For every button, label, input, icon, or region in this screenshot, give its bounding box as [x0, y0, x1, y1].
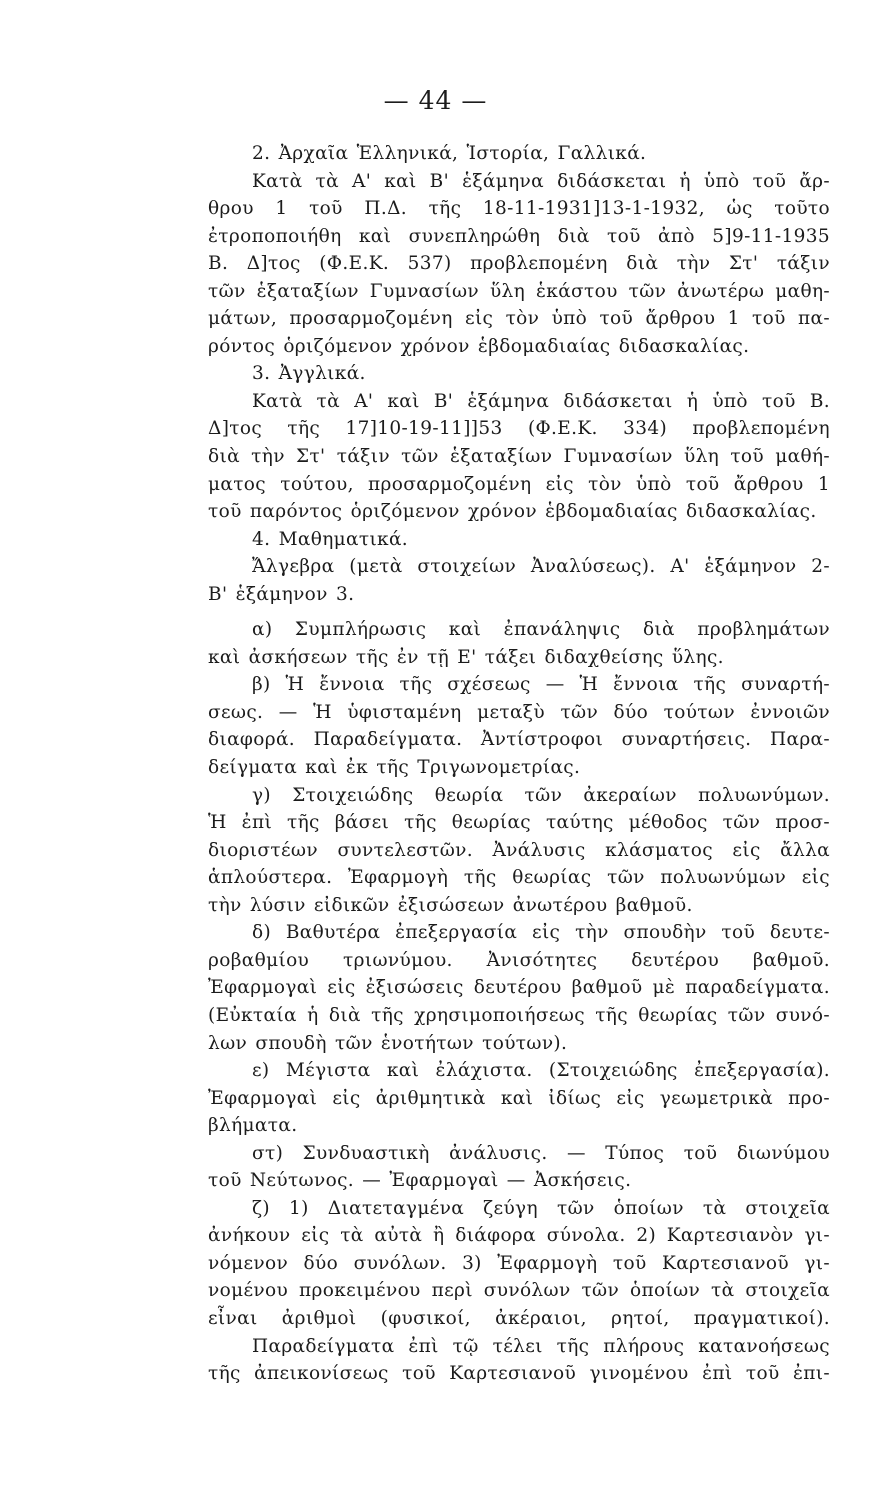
text-line: Δ]τος τῆς 17]10-19-11]]53 (Φ.Ε.Κ. 334) προβλεπομένη — [208, 418, 830, 440]
text-line: στ) Συνδυαστικὴ ἀνάλυσις. — Τύπος τοῦ διωνύμου — [252, 1142, 830, 1164]
text-line: εἶναι ἀριθμοὶ (φυσικοί, ἀκέραιοι, ρητοί, πραγματικοί). — [208, 1307, 830, 1329]
page-number: — 44 — — [383, 86, 488, 115]
text-line: Ἐφαρμογαὶ εἰς ἐξισώσεις δευτέρου βαθμοῦ μὲ παραδείγματα. — [208, 977, 830, 999]
text-line: Ἐφαρμογαὶ εἰς ἀριθμητικὰ καὶ ἰδίως εἰς γεωμετρικὰ προ- — [208, 1087, 830, 1109]
text-line: Β. Δ]τος (Φ.Ε.Κ. 537) προβλεπομένη διὰ τὴν Στ' τάξιν — [208, 253, 830, 275]
text-line: δείγματα καὶ ἐκ τῆς Τριγωνομετρίας. — [208, 757, 581, 779]
text-line: διοριστέων συντελεστῶν. Ἀνάλυσις κλάσματος εἰς ἄλλα — [208, 839, 830, 861]
text-line: Παραδείγματα ἐπὶ τῷ τέλει τῆς πλήρους κατανοήσεως — [252, 1335, 830, 1357]
text-line: ἁπλούστερα. Ἐφαρμογὴ τῆς θεωρίας τῶν πολυωνύμων εἰς — [208, 867, 830, 889]
section-heading: 3. Ἀγγλικά. — [252, 363, 366, 385]
text-line: σεως. — Ἡ ὑφισταμένη μεταξὺ τῶν δύο τούτων ἐννοιῶν — [208, 701, 830, 723]
text-line: ρόντος ὁριζόμενον χρόνον ἑβδομαδιαίας διδασκαλίας. — [208, 335, 750, 357]
text-line: τῆς ἀπεικονίσεως τοῦ Καρτεσιανοῦ γινομένου ἐπὶ τοῦ ἐπι- — [208, 1363, 830, 1385]
text-line: ματος τούτου, προσαρμοζομένη εἰς τὸν ὑπὸ τοῦ ἄρθρου 1 — [208, 473, 830, 495]
body-text — [208, 140, 830, 1388]
text-line: διὰ τὴν Στ' τάξιν τῶν ἑξαταξίων Γυμνασίων ὕλη τοῦ μαθή- — [208, 446, 830, 468]
text-line: τὴν λύσιν εἰδικῶν ἐξισώσεων ἀνωτέρου βαθμοῦ. — [208, 894, 693, 916]
text-line: ἀνήκουν εἰς τὰ αὐτὰ ἢ διάφορα σύνολα. 2) Καρτεσιανὸν γι- — [208, 1225, 830, 1247]
text-line: Β' ἑξάμηνον 3. — [208, 583, 355, 605]
text-line: τοῦ Νεύτωνος. — Ἐφαρμογαὶ — Ἀσκήσεις. — [208, 1170, 632, 1192]
text-line: Κατὰ τὰ Α' καὶ Β' ἑξάμηνα διδάσκεται ἡ ὑπὸ τοῦ ἄρ- — [252, 170, 830, 192]
text-line: θρου 1 τοῦ Π.Δ. τῆς 18-11-1931]13-1-1932, ὡς τοῦτο — [208, 198, 830, 220]
text-line: β) Ἡ ἔννοια τῆς σχέσεως — Ἡ ἔννοια τῆς συναρτή- — [252, 674, 830, 696]
text-line: βλήματα. — [208, 1115, 298, 1137]
text-line: ε) Μέγιστα καὶ ἐλάχιστα. (Στοιχειώδης ἐπεξεργασία). — [252, 1060, 830, 1082]
section-heading: 2. Ἀρχαῖα Ἑλληνικά, Ἱστορία, Γαλλικά. — [252, 143, 647, 164]
text-line: ροβαθμίου τριωνύμου. Ἀνισότητες δευτέρου βαθμοῦ. — [208, 949, 830, 971]
text-line: γ) Στοιχειώδης θεωρία τῶν ἀκεραίων πολυωνύμων. — [252, 784, 830, 806]
text-line: καὶ ἀσκήσεων τῆς ἐν τῇ Ε' τάξει διδαχθείσης ὕλης. — [208, 646, 724, 668]
text-line: ἐτροποποιήθη καὶ συνεπληρώθη διὰ τοῦ ἀπὸ 5]9-11-1935 — [208, 225, 830, 247]
text-line: (Εὐκταία ἡ διὰ τῆς χρησιμοποιήσεως τῆς θεωρίας τῶν συνό- — [208, 1004, 830, 1026]
text-line: τῶν ἑξαταξίων Γυμνασίων ὕλη ἑκάστου τῶν ἀνωτέρω μαθη- — [208, 280, 830, 302]
text-line: λων σπουδὴ τῶν ἑνοτήτων τούτων). — [208, 1032, 568, 1054]
text-line: Ἡ ἐπὶ τῆς βάσει τῆς θεωρίας ταύτης μέθοδος τῶν προσ- — [208, 812, 830, 834]
text-line: α) Συμπλήρωσις καὶ ἐπανάληψις διὰ προβλημάτων — [252, 619, 830, 641]
text-line: νόμενον δύο συνόλων. 3) Ἐφαρμογὴ τοῦ Καρτεσιανοῦ γι- — [208, 1252, 830, 1274]
text-line: Ἄλγεβρα (μετὰ στοιχείων Ἀναλύσεως). Α' ἑξάμηνον 2- — [252, 556, 830, 578]
text-line: διαφορά. Παραδείγματα. Ἀντίστροφοι συναρτήσεις. Παρα- — [208, 729, 830, 751]
text-line: νομένου προκειμένου περὶ συνόλων τῶν ὁποίων τὰ στοιχεῖα — [208, 1280, 830, 1302]
text-line: τοῦ παρόντος ὁριζόμενον χρόνον ἑβδομαδιαίας διδασκαλίας. — [208, 501, 817, 523]
text-line: δ) Βαθυτέρα ἐπεξεργασία εἰς τὴν σπουδὴν τοῦ δευτε- — [252, 922, 830, 944]
text-line: Κατὰ τὰ Α' καὶ Β' ἑξάμηνα διδάσκεται ἡ ὑπὸ τοῦ Β. — [252, 390, 830, 412]
section-heading: 4. Μαθηματικά. — [252, 528, 409, 550]
text-line: ζ) 1) Διατεταγμένα ζεύγη τῶν ὁποίων τὰ στοιχεῖα — [252, 1197, 830, 1219]
text-line: μάτων, προσαρμοζομένη εἰς τὸν ὑπὸ τοῦ ἄρθρου 1 τοῦ πα- — [208, 308, 830, 330]
